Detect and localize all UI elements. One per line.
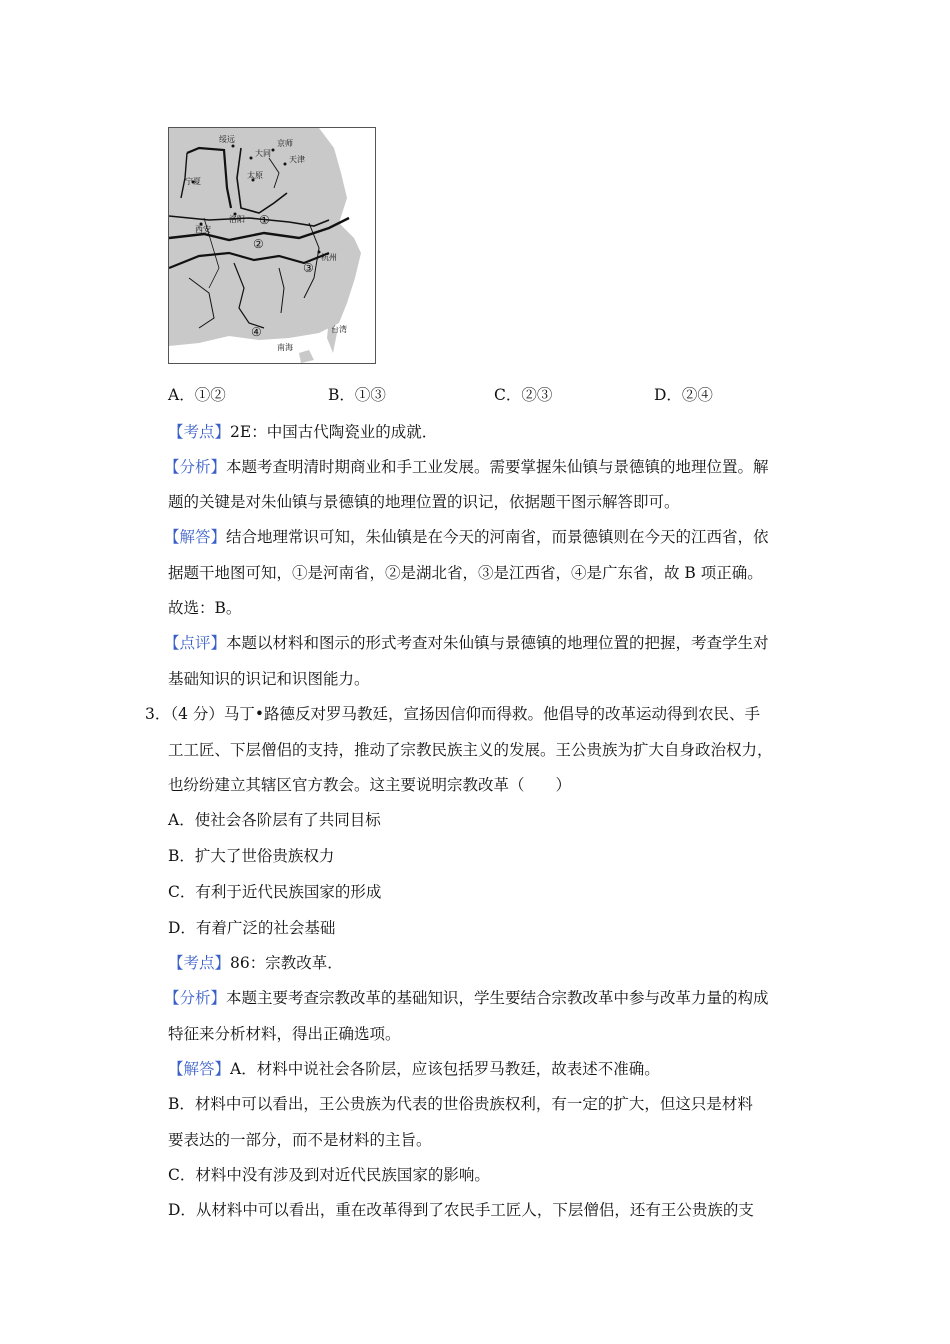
label-hangzhou: 杭州 bbox=[321, 253, 337, 262]
city-dot bbox=[232, 145, 235, 148]
q3-jieda: 【解答】A．材料中说社会各阶层，应该包括罗马教廷，故表述不准确。 bbox=[168, 1060, 660, 1078]
map-drawing bbox=[169, 128, 375, 363]
q3-jieda-line3: 要表达的一部分，而不是材料的主旨。 bbox=[168, 1131, 432, 1149]
city-dot bbox=[284, 163, 287, 166]
q2-option-b: B．①③ bbox=[328, 386, 386, 404]
q3-stem-line2: 工工匠、下层僧侣的支持，推动了宗教民族主义的发展。王公贵族为扩大自身政治权力， bbox=[168, 741, 773, 759]
q2-option-a: A．①② bbox=[168, 386, 226, 404]
label-tianjin: 天津 bbox=[289, 155, 305, 164]
q2-fenxi: 【分析】本题考查明清时期商业和手工业发展。需要掌握朱仙镇与景德镇的地理位置。解 bbox=[164, 458, 769, 476]
marker-3: ③ bbox=[303, 261, 314, 275]
q3-option-d: D．有着广泛的社会基础 bbox=[168, 919, 336, 937]
city-dot bbox=[250, 157, 253, 160]
q2-kaodian: 【考点】2E：中国古代陶瓷业的成就． bbox=[168, 423, 438, 441]
label-luoyang: 洛阳 bbox=[229, 215, 245, 224]
label-suiyuan: 绥远 bbox=[219, 135, 235, 144]
q2-dianping-tag: 【点评】 bbox=[164, 634, 227, 652]
label-nanhai: 南海 bbox=[277, 343, 293, 352]
q3-jieda-tag: 【解答】 bbox=[168, 1060, 231, 1078]
marker-1: ① bbox=[259, 213, 270, 227]
label-xian: 西安 bbox=[195, 225, 211, 234]
q2-jieda: 【解答】结合地理常识可知，朱仙镇是在今天的河南省，而景德镇则在今天的江西省，依 bbox=[164, 528, 769, 546]
q2-kaodian-tag: 【考点】 bbox=[168, 423, 231, 441]
q3-kaodian: 【考点】86：宗教改革． bbox=[168, 954, 343, 972]
marker-4: ④ bbox=[251, 325, 262, 339]
q3-fenxi: 【分析】本题主要考查宗教改革的基础知识，学生要结合宗教改革中参与改革力量的构成 bbox=[164, 989, 769, 1007]
q2-jieda-line2: 据题干地图可知，①是河南省，②是湖北省，③是江西省，④是广东省，故 B 项正确。 bbox=[168, 564, 763, 582]
q3-jieda-line5: D．从材料中可以看出，重在改革得到了农民手工匠人，下层僧侣，还有王公贵族的支 bbox=[168, 1201, 754, 1219]
q3-stem-line1: 3．（4 分）马丁•路德反对罗马教廷，宣扬因信仰而得救。他倡导的改革运动得到农民、手 bbox=[145, 705, 761, 723]
label-datong: 大同 bbox=[255, 149, 271, 158]
q3-fenxi-line2: 特征来分析材料，得出正确选项。 bbox=[168, 1025, 401, 1043]
q3-option-c: C．有利于近代民族国家的形成 bbox=[168, 883, 382, 901]
q3-jieda-line2: B．材料中可以看出，王公贵族为代表的世俗贵族权利，有一定的扩大，但这只是材料 bbox=[168, 1095, 753, 1113]
hainan-island bbox=[299, 350, 314, 363]
q2-dianping: 【点评】本题以材料和图示的形式考查对朱仙镇与景德镇的地理位置的把握，考查学生对 bbox=[164, 634, 769, 652]
city-dot bbox=[272, 149, 275, 152]
label-jingshi: 京师 bbox=[277, 139, 293, 148]
q3-stem-line3: 也纷纷建立其辖区官方教会。这主要说明宗教改革（ ） bbox=[168, 776, 572, 794]
q3-jieda-line4: C．材料中没有涉及到对近代民族国家的影响。 bbox=[168, 1166, 490, 1184]
q3-fenxi-tag: 【分析】 bbox=[164, 989, 227, 1007]
q2-jieda-tag: 【解答】 bbox=[164, 528, 227, 546]
q2-jieda-line3: 故选：B。 bbox=[168, 599, 242, 617]
land-area bbox=[169, 128, 361, 346]
q2-option-d: D．②④ bbox=[654, 386, 713, 404]
q2-dianping-line2: 基础知识的识记和识图能力。 bbox=[168, 670, 370, 688]
q2-option-c: C．②③ bbox=[494, 386, 553, 404]
q3-option-b: B．扩大了世俗贵族权力 bbox=[168, 847, 335, 865]
label-ningxia: 宁夏 bbox=[185, 177, 201, 186]
q3-kaodian-tag: 【考点】 bbox=[168, 954, 231, 972]
q3-option-a: A．使社会各阶层有了共同目标 bbox=[168, 811, 381, 829]
marker-2: ② bbox=[253, 237, 264, 251]
label-taiyuan: 太原 bbox=[247, 171, 263, 180]
label-taiwan: 台湾 bbox=[331, 325, 347, 334]
q2-fenxi-tag: 【分析】 bbox=[164, 458, 227, 476]
q2-fenxi-line2: 题的关键是对朱仙镇与景德镇的地理位置的识记，依据题干图示解答即可。 bbox=[168, 493, 680, 511]
historical-map-figure bbox=[168, 127, 376, 364]
